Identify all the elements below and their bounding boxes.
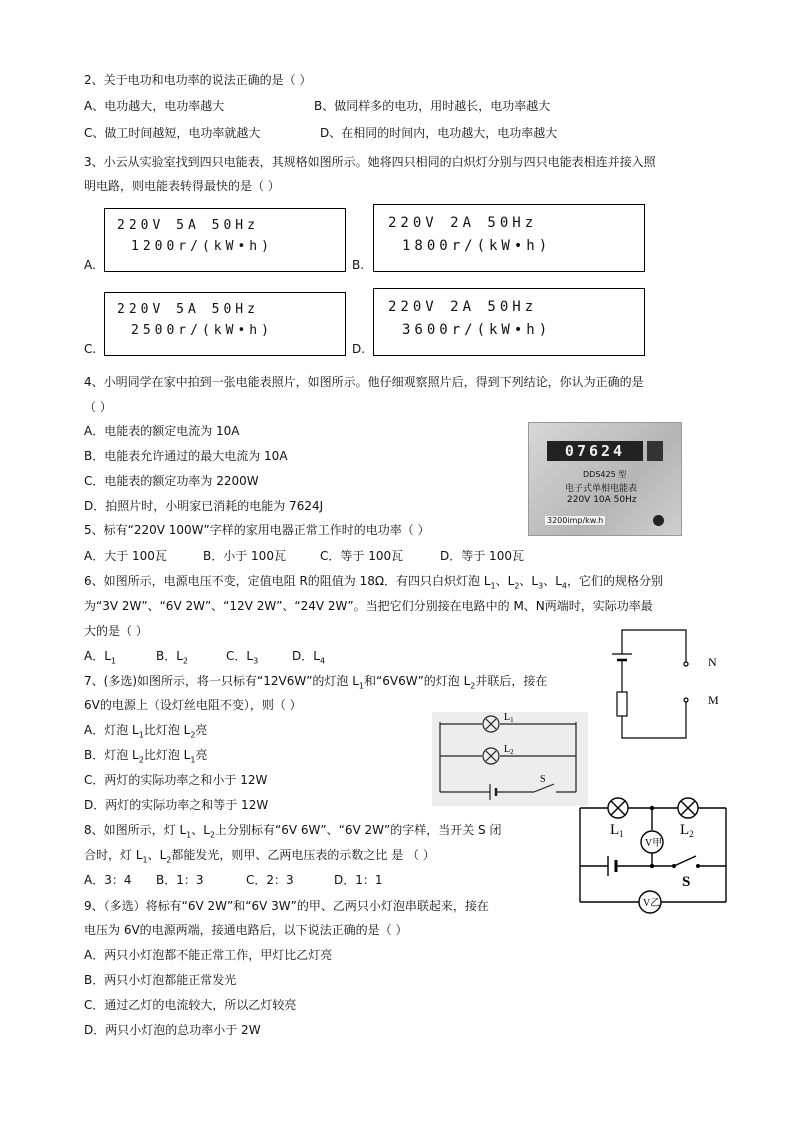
q6-option-b: B．$L_2$	[156, 649, 189, 666]
meter-wheel-icon	[647, 441, 663, 461]
q5-option-c: C．等于 100瓦	[320, 549, 404, 563]
terminal-m-label: M	[708, 693, 719, 707]
q2-option-b: B、做同样多的电功，用时越长，电功率越大	[314, 99, 551, 113]
q8-circuit-diagram	[574, 796, 734, 920]
meter-d-spec: 220V 2A 50Hz	[388, 299, 538, 315]
q9-option-b: B．两只小灯泡都能正常发光	[84, 973, 237, 987]
q8-l1-label: $L_1$	[610, 822, 624, 839]
energy-meter-photo	[528, 422, 682, 536]
meter-reading-display: 07624	[547, 441, 643, 461]
q8-l2-label: $L_2$	[680, 822, 694, 839]
q7-option-d: D．两灯的实际功率之和等于 12W	[84, 798, 269, 812]
q4-stem-line1: 4、小明同学在家中拍到一张电能表照片，如图所示。他仔细观察照片后，得到下列结论，你认为正确的是	[84, 375, 644, 389]
q4-option-a: A．电能表的额定电流为 10A	[84, 424, 240, 438]
q6-stem-line3: 大的是（ ）	[84, 624, 148, 638]
q9-option-a: A．两只小灯泡都不能正常工作，甲灯比乙灯亮	[84, 948, 333, 962]
meter-name: 电子式单相电能表	[565, 484, 638, 494]
q4-option-d: D．拍照片时，小明家已消耗的电能为 7624J	[84, 499, 324, 513]
q6-stem-line2: 为“3V 2W”、“6V 2W”、“12V 2W”、“24V 2W”。当把它们分别接在电路中的 M、N两端时，实际功率最	[84, 599, 653, 613]
q2-option-d: D、在相同的时间内，电功越大，电功率越大	[320, 126, 558, 140]
q8-option-c: C．2：3	[246, 873, 294, 887]
q8-option-a: A．3：4	[84, 873, 132, 887]
voltmeter-jia-label: V甲	[645, 838, 663, 849]
meter-a-rev: 1200r/(kW•h)	[131, 239, 273, 254]
meter-c-label: C.	[84, 342, 97, 356]
meter-c-spec: 220V 5A 50Hz	[117, 302, 259, 317]
q6-option-c: C．$L_3$	[226, 649, 259, 666]
q9-option-d: D．两只小灯泡的总功率小于 2W	[84, 1023, 261, 1037]
q9-stem-line2: 电压为 6V的电源两端，接通电路后，以下说法正确的是（ ）	[84, 923, 408, 937]
meter-spec: 220V 10A 50Hz	[567, 495, 637, 505]
q3-stem-line1: 3、小云从实验室找到四只电能表，其规格如图所示。她将四只相同的白炽灯分别与四只电能表相连并接入照	[84, 155, 656, 169]
q9-stem-line1: 9、（多选）将标有“6V 2W”和“6V 3W”的甲、乙两只小灯泡串联起来，接在	[84, 899, 489, 913]
meter-imp: 3200imp/kw.h	[547, 516, 604, 525]
meter-d-label: D.	[352, 342, 366, 356]
meter-c-rev: 2500r/(kW•h)	[131, 323, 273, 338]
q8-switch-label: S	[682, 874, 691, 890]
q6-option-a: A．$L_1$	[84, 649, 116, 666]
q2-stem: 2、关于电功和电功率的说法正确的是（ ）	[84, 73, 312, 87]
q8-option-b: B．1：3	[156, 873, 204, 887]
q7-option-b: B．灯泡 $L_2$比灯泡 $L_1$亮	[84, 748, 208, 765]
meter-b-spec: 220V 2A 50Hz	[388, 215, 538, 231]
q2-option-a: A、电功越大，电功率越大	[84, 99, 225, 113]
q7-option-a: A．灯泡 $L_1$比灯泡 $L_2$亮	[84, 723, 208, 740]
q8-stem-line1: 8、如图所示，灯 $L_1$、$L_2$上分别标有“6V 6W”、“6V 2W”的字样，当开关 S 闭	[84, 823, 502, 840]
meter-model: DDS425 型	[583, 470, 627, 479]
q6-stem-line1: 6、如图所示，电源电压不变，定值电阻 R的阻值为 18Ω．有四只白炽灯泡 $L_1$、$L_2$、$L_3$、$L_4$，它们的规格分别	[84, 574, 663, 591]
q7-l1-label: $L_1$	[504, 712, 514, 724]
meter-a-spec: 220V 5A 50Hz	[117, 218, 259, 233]
q6-option-d: D．$L_4$	[292, 649, 326, 666]
q7-l2-label: $L_2$	[504, 744, 514, 756]
q2-option-c: C、做工时间越短，电功率就越大	[84, 126, 261, 140]
voltmeter-yi-label: V乙	[643, 898, 661, 909]
q4-option-b: B．电能表允许通过的最大电流为 10A	[84, 449, 288, 463]
meter-b-label: B.	[352, 258, 365, 272]
meter-c-box	[104, 292, 346, 356]
meter-led-icon	[653, 515, 664, 526]
q5-stem: 5、标有“220V 100W”字样的家用电器正常工作时的电功率（ ）	[84, 523, 430, 537]
meter-d-box	[373, 288, 645, 356]
meter-a-label: A.	[84, 258, 96, 272]
terminal-n-label: N	[708, 655, 717, 669]
meter-d-rev: 3600r/(kW•h)	[402, 322, 552, 338]
q7-stem-line2: 6V的电源上（设灯丝电阻不变），则（ ）	[84, 698, 302, 712]
q5-option-d: D．等于 100瓦	[440, 549, 524, 563]
q5-option-a: A．大于 100瓦	[84, 549, 167, 563]
q7-switch-label: S	[540, 774, 546, 785]
q6-circuit-diagram	[600, 624, 730, 744]
q5-option-b: B．小于 100瓦	[203, 549, 286, 563]
q4-option-c: C．电能表的额定功率为 2200W	[84, 474, 259, 488]
meter-a-box	[104, 208, 346, 272]
q7-option-c: C．两灯的实际功率之和小于 12W	[84, 773, 268, 787]
meter-b-box	[373, 204, 645, 272]
q9-option-c: C．通过乙灯的电流较大，所以乙灯较亮	[84, 998, 297, 1012]
q7-stem-line1: 7、(多选)如图所示，将一只标有“12V6W”的灯泡 $L_1$和“6V6W”的灯泡 $L_2$并联后，接在	[84, 674, 548, 691]
q3-stem-line2: 明电路，则电能表转得最快的是（ ）	[84, 179, 280, 193]
q4-stem-line2: （ ）	[84, 400, 112, 414]
q8-option-d: D．1：1	[334, 873, 383, 887]
meter-b-rev: 1800r/(kW•h)	[402, 238, 552, 254]
q7-circuit-diagram	[432, 712, 588, 806]
q8-stem-line2: 合时，灯 $L_1$、$L_2$都能发光，则甲、乙两电压表的示数之比 是 （ ）	[84, 848, 435, 865]
